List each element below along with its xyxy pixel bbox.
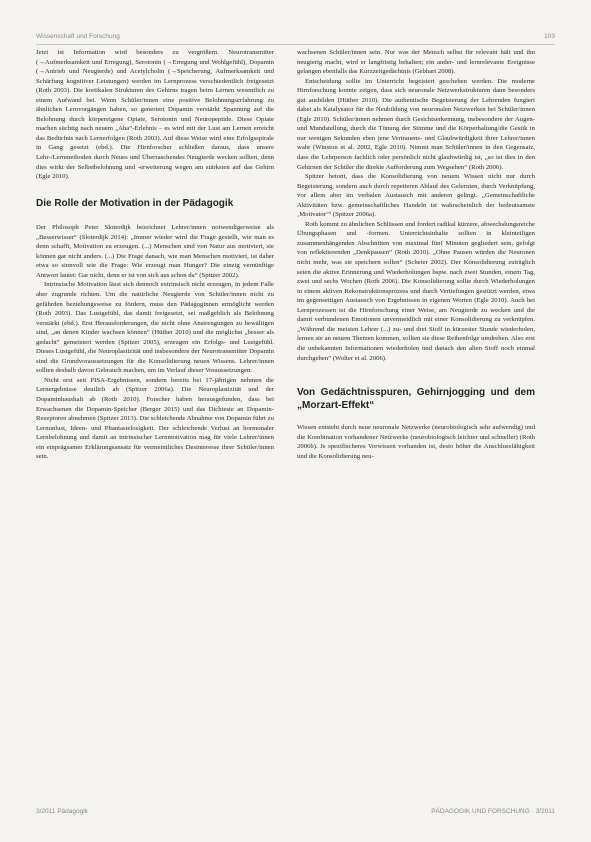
footer-right: PÄDAGOGIK UND FORSCHUNG · 3/2011 [431,807,555,815]
left-column [36,48,274,462]
section-heading: Die Rolle der Motivation in der Pädagogik [36,197,234,209]
paragraph: Spitzer betont, dass die Konsolidierung von neuem Wissen nicht nur durch Begeisterung, sondern auch durch repetieren Ablauf des Gelernten, durch Verknüpfung, vor allem aber im verbalen Austausch mit anderen gelingt. „Gemeinschaftliche Aktivitäten bzw. gemeinschaftliches Handeln ist wahrscheinlich der bedeutsamste ‚Motivator‘“ (Spitzer 2006a). [297,173,535,219]
footer-left: 3/2011 Pädagogik [36,807,88,815]
paragraph: Wissen entsteht durch neue neuronale Netzwerke (neurobiologisch sehr aufwendig) und die Kombination vorhandener Netzwerke (neurobiologisch leichter und schneller) (Roth 2006b). Je spezifischeres Vorwissen vorhanden ist, desto höher die Anschlussfähigkeit und die Konsolidierung neu- [297,424,535,460]
paragraph: Entscheidung sollte im Unterricht begeistert geschehen werden. Die moderne Hirnforschung konnte zeigen, dass sich neuronale Netzwerkstrukturen dann besonders gut ausbilden (Hüther 2010). Die authentische Begeisterung der Lehrenden fungiert dabei als Katalysator für die Neubildung von neuronalen Netzwerken bei Schüler/innen (Egle 2010). Schüler/innen nehmen durch Gesichtserkennung, insbesondere der Augen- und Mundstellung, durch die Tönung der Stimme und die Körperhaltung/die Gestik in nur wenigen Sekunden eben jene Vertrauens- und Glaubwürdigkeit ihrer Lehrer/innen wahr (Winston et al. 2002, Egle 2010). Nimmt man Schüler/innen in den Gegensatz, dass die Lehrperson fachlich oder persönlich nicht glaubwürdig ist, „so ist dies in den Gehirnen der Schüler die direkte Aufforderung zum Wegsehen“ (Roth 2006). [297,77,535,171]
right-column [297,48,535,461]
paragraph: Nicht erst seit PISA-Ergebnissen, sondern bereits bei 17-jährigen nehmen die Lernergebnisse deutlich ab (Spitzer 2006a). Die Neuroplastizität und der Dopaminhaushalt ab (Roth 2010). Forscher haben herausgefunden, dass bei Erwachsenen die Dopamin-Speicher (Berger 2015) und das Dichteste an Dopamin-Rezeptoren abnehmen (Spitzer 2013). Die schleichende Abnahme von Dopamin führt zu Lernunlust, Ideen- und Phantasielosigkeit. Der schleichende Verlust an hormonaler Lernbelohnung und damit an intrinsischer Lernmotivation mag für viele Lehrer/innen ein einprägsamer Erklärungsansatz für vermeintliches Desinteresse ihrer Schüler/innen sein. [36,376,274,461]
paragraph: Roth kommt zu ähnlichen Schlüssen und fordert radikal kürzere, abwechslungsreiche Übungsphasen und -formen. Unterrichtsinhalte sollten in kleinteiligen zusammenhängenden Abschnitten von maximal fünf Minuten gegliedert sein, gefolgt von reflektierenden „Denkpausen“ (Roth 2010). „Ohne Pausen würden die Neuronen nicht mehr, was sie speichern sollen“ (Scheier 2002). Der Konsolidierung zuträglich seien die aktive Erinnerung und Wiederholungen bspw. nach zwei Stunden, einem Tag, zwei und sechs Wochen (Roth 2006). Die Konsolidierung sollte durch Wiederholungen in einem aktiven Rekonstruktionsprozess und durch Vertiefungen gestützt werden, etwa im gegenseitigen Austausch von Ergebnissen in eigenen Worten (Egle 2010). Auch bei Lernprozessen ist die Hirnforschung einer Weise, am Neugierde zu wecken und die damit verbundenen Emotionen unvermeidlich mit einer Konsolidierung zu verknüpfen. „Während die meisten Lehrer (...) zu- und drei Stoff in kürzester Stunde wiederholen, lernen sie an neuem Themen kommen, sollten sie diese Reihenfolge umdrehen. Also erst die unbekannten Informationen wiederholen und danach den alten Stoff noch einmal durchgehen“ (Wolter et al. 2006). [297,220,535,362]
page-number: 103 [544,32,555,40]
section-heading: Von Gedächtnisspuren, Gehirnjogging und dem „Morzart-Effekt“ [297,387,535,411]
paragraph: Intrinsische Motivation lässt sich dennoch extrinsisch nicht erzeugen, in jedem Falle aber zugrunde richten. Um die natürliche Neugierde von Schüler/innen nicht zu gefährden beziehungsweise zu fördern, muss den Pädagoginnen ermöglicht werden (Roth 2003). Das Lustgefühl, das damit freigesetzt, sei maßgeblich als Belohnung verstärkt (ebd.). Erst Herausforderungen, die nicht ohne Anstrengungen zu bewältigen sind, „an denen Kinder wachsen können“ (Hüther 2010) und die möglichst „besser als gedacht“ gemeistert werden (Spitzer 2005), erzeugen ein Erfolgs- und Lustgefühl. Dieses Lustgefühl, die Neuroplastizität und insbesondere der Neurotransmitter Dopamin sind die Grundvoraussetzungen für die Konsolidierung neuen Wissens. Lehrer/innen sollten deshalb davon Gebrauch machen, um im Verlauf dieser Voraussetzungen. [36,281,274,375]
paragraph: wachsenen Schüler/innen sein. Nur was der Mensch selbst für relevant hält und ihn neugierig macht, wird er langfristig behalten; ein ander- und lernrelevante Ereignisse gelangen ebenfalls das Kurzzeitgedächtnis (Gebhart 2008). [297,49,535,76]
running-head: Wissenschaft und Forschung [36,32,120,40]
paragraph: Jetzt ist Information wird besonders zu vergrößern. Neurotransmitter (→Aufmerksamkeit und Erregung), Serotonin (→Erregung und Wohlgefühl), Dopamin (→Antrieb und Neugierde) und Acetylcholin (→Speicherung, Aufmerksamkeit und Schärfung kognitiver Leistungen) werden im Lernprozess verschiedentlich freigesetzt (Roth 2003). Die kortikalen Strukturen des Gehirns tragen beim Lernen wesentlich zu einem Aufwand bei. Wenn Schüler/innen eine positive Belohnungserfahrung zu ähnlichen Lernvorgängen haben, so generiert Dopamin verstärkt Spannung auf die Belohnung durch körpereigene Opiate, Serotonin und Neuropeptide. Diese Opiate machen süchtig nach neuem „Aha“-Erlebnis – es wird mit der Lust am Lernen erreicht das Bedürfnis nach Lernerfolgen (Roth 2003). Auf diese Weise wird eine Erfolgsspirale in Gang gesetzt (ebd.). Die Hirnforscher schließen daraus, dass unsere Lehr-/Lernmethoden durch Neues und Überraschendes Neugierde wecken sollten, denn dies wirkt der Selbstbelohnung und -erweiterung wegen am stärksten auf das Gehirn (Egle 2010). [36,49,274,181]
page-header [36,30,555,45]
paragraph: Der Philosoph Peter Sloterdijk bezeichnet Lehrer/innen notwendigerweise als „Besserwisser“ (Sloterdijk 2014): „Immer wieder wird die Frage gestellt, wie man es denn schafft, Motivation zu erzeugen. (...) Menschen sind von Natur aus motiviert, sie können gar nicht anders. (...) Die Frage danach, wie man Menschen motiviert, ist daher etwa so sinnvoll wie die Frage: Wie erzeugt man Hunger? Die einzig vernünftige Antwort lautet: Gar nicht, denn er ist von sich aus schon da“ (Spitzer 2002). [36,224,274,279]
page-footer [36,805,555,817]
